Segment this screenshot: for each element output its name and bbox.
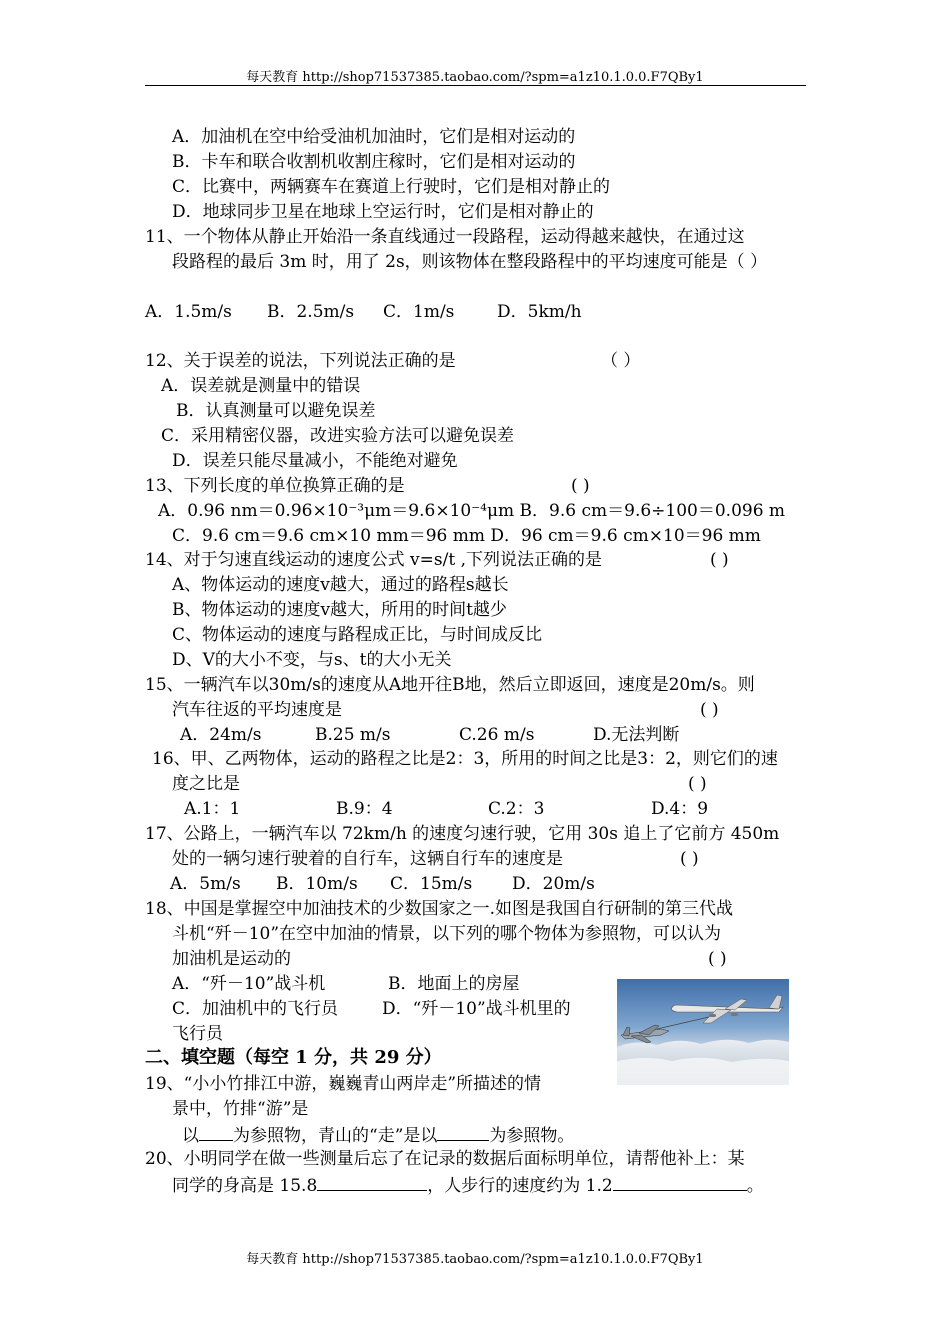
q14-option-d: D、V的大小不变，与s、t的大小无关 (172, 650, 452, 670)
q19-blank-2[interactable] (437, 1124, 489, 1141)
q12-option-c: C．采用精密仪器，改进实验方法可以避免误差 (161, 426, 515, 446)
q15-stem-line2: 汽车往返的平均速度是 (172, 700, 342, 720)
q11-stem-line2: 段路程的最后 3m 时，用了 2s，则该物体在整段路程中的平均速度可能是（ ） (172, 252, 768, 272)
q11-stem-line1: 11、一个物体从静止开始沿一条直线通过一段路程，运动得越来越快，在通过这 (145, 227, 745, 247)
q10-option-b: B．卡车和联合收割机收割庄稼时，它们是相对运动的 (172, 152, 576, 172)
q19-text-b: 为参照物，青山的“走”是以 (233, 1126, 438, 1146)
q20-blank-height-unit[interactable] (317, 1174, 427, 1191)
page-header: 每天教育 http://shop71537385.taobao.com/?spm=a1z10.1.0.0.F7QBy1 (246, 70, 704, 85)
q18-option-d: D．“歼－10”战斗机里的 (382, 999, 571, 1019)
q16-option-b: B.9：4 (336, 799, 393, 819)
q18-option-d-cont: 飞行员 (172, 1024, 223, 1044)
q17-stem-line1: 17、公路上，一辆汽车以 72km/h 的速度匀速行驶，它用 30s 追上了它前方 450m (145, 824, 780, 844)
q14-stem: 14、对于匀速直线运动的速度公式 v=s/t ,下列说法正确的是 (145, 550, 602, 570)
q15-option-c: C.26 m/s (459, 725, 535, 745)
q12-option-d: D．误差只能尽量减小，不能绝对避免 (172, 451, 458, 471)
q19-stem-line1: 19、“小小竹排江中游，巍巍青山两岸走”所描述的情 (145, 1074, 542, 1094)
q16-stem-line2: 度之比是 (172, 774, 240, 794)
q17-answer-bracket: ( ) (680, 849, 699, 869)
q10-option-a: A．加油机在空中给受油机加油时，它们是相对运动的 (172, 127, 576, 147)
q20-blank-speed-unit[interactable] (613, 1174, 747, 1191)
q19-blank-1[interactable] (199, 1124, 233, 1141)
page-footer: 每天教育 http://shop71537385.taobao.com/?spm=a1z10.1.0.0.F7QBy1 (246, 1252, 704, 1267)
q16-option-c: C.2：3 (488, 799, 545, 819)
q17-stem-line2: 处的一辆匀速行驶着的自行车，这辆自行车的速度是 (172, 849, 563, 869)
q16-option-d: D.4：9 (651, 799, 709, 819)
header-rule (145, 85, 806, 86)
q18-stem-line3: 加油机是运动的 (172, 949, 291, 969)
q19-text-c: 为参照物。 (489, 1126, 575, 1146)
q20-stem-line2 (172, 1174, 764, 1196)
q14-option-b: B、物体运动的速度v越大，所用的时间t越少 (172, 600, 507, 620)
q19-stem-line2: 景中，竹排“游”是 (172, 1099, 309, 1119)
q14-option-c: C、物体运动的速度与路程成正比，与时间成反比 (172, 625, 543, 645)
q18-stem-line2: 斗机“歼－10”在空中加油的情景，以下列的哪个物体为参照物，可以认为 (172, 924, 722, 944)
q13-options-ab: A．0.96 nm＝0.96×10⁻³μm＝9.6×10⁻⁴μm B．9.6 cm＝9.6÷100＝0.096 m (158, 501, 786, 521)
q18-option-c: C．加油机中的飞行员 (172, 999, 339, 1019)
q18-option-b: B．地面上的房屋 (388, 974, 520, 994)
q11-option-b: B．2.5m/s (267, 302, 355, 322)
q12-option-b: B．认真测量可以避免误差 (176, 401, 376, 421)
q20-text-c: 。 (746, 1176, 764, 1196)
section-2-title: 二、填空题（每空 1 分，共 29 分） (145, 1047, 442, 1068)
q12-stem: 12、关于误差的说法，下列说法正确的是 (145, 351, 456, 371)
q12-answer-bracket: （ ） (601, 351, 641, 371)
q10-option-d: D．地球同步卫星在地球上空运行时，它们是相对静止的 (172, 202, 594, 222)
q16-answer-bracket: ( ) (688, 774, 707, 794)
q15-answer-bracket: ( ) (700, 700, 719, 720)
q17-option-d: D．20m/s (512, 874, 595, 894)
q14-option-a: A、物体运动的速度v越大，通过的路程s越长 (172, 575, 509, 595)
q11-option-d: D．5km/h (497, 302, 582, 322)
q19-stem-line3 (182, 1124, 574, 1146)
q13-answer-bracket: ( ) (571, 476, 590, 496)
q17-option-a: A．5m/s (170, 874, 241, 894)
q15-stem-line1: 15、一辆汽车以30m/s的速度从A地开往B地，然后立即返回，速度是20m/s。则 (145, 675, 755, 695)
q12-option-a: A．误差就是测量中的错误 (161, 376, 361, 396)
q11-option-a: A．1.5m/s (145, 302, 232, 322)
q18-stem-line1: 18、中国是掌握空中加油技术的少数国家之一.如图是我国自行研制的第三代战 (145, 899, 734, 919)
q18-answer-bracket: ( ) (708, 949, 727, 969)
q13-stem: 13、下列长度的单位换算正确的是 (145, 476, 405, 496)
q15-option-a: A．24m/s (180, 725, 262, 745)
q17-option-b: B．10m/s (276, 874, 358, 894)
q18-option-a: A．“歼－10”战斗机 (172, 974, 326, 994)
aerial-refueling-photo (617, 979, 789, 1085)
q10-option-c: C．比赛中，两辆赛车在赛道上行驶时，它们是相对静止的 (172, 177, 611, 197)
q20-text-b: ，人步行的速度约为 1.2 (427, 1176, 613, 1196)
q11-option-c: C．1m/s (383, 302, 455, 322)
q14-answer-bracket: ( ) (710, 550, 729, 570)
q15-option-d: D.无法判断 (593, 725, 680, 745)
q20-stem-line1: 20、小明同学在做一些测量后忘了在记录的数据后面标明单位，请帮他补上：某 (145, 1149, 745, 1169)
q16-stem-line1: 16、甲、乙两物体，运动的路程之比是2：3，所用的时间之比是3：2，则它们的速 (152, 749, 778, 769)
q13-options-cd: C．9.6 cm＝9.6 cm×10 mm＝96 mm D．96 cm＝9.6 cm×10＝96 mm (172, 526, 761, 546)
q19-text-a: 以 (182, 1126, 199, 1146)
q16-option-a: A.1：1 (184, 799, 241, 819)
q17-option-c: C．15m/s (390, 874, 473, 894)
q20-text-a: 同学的身高是 15.8 (172, 1176, 318, 1196)
q15-option-b: B.25 m/s (315, 725, 391, 745)
